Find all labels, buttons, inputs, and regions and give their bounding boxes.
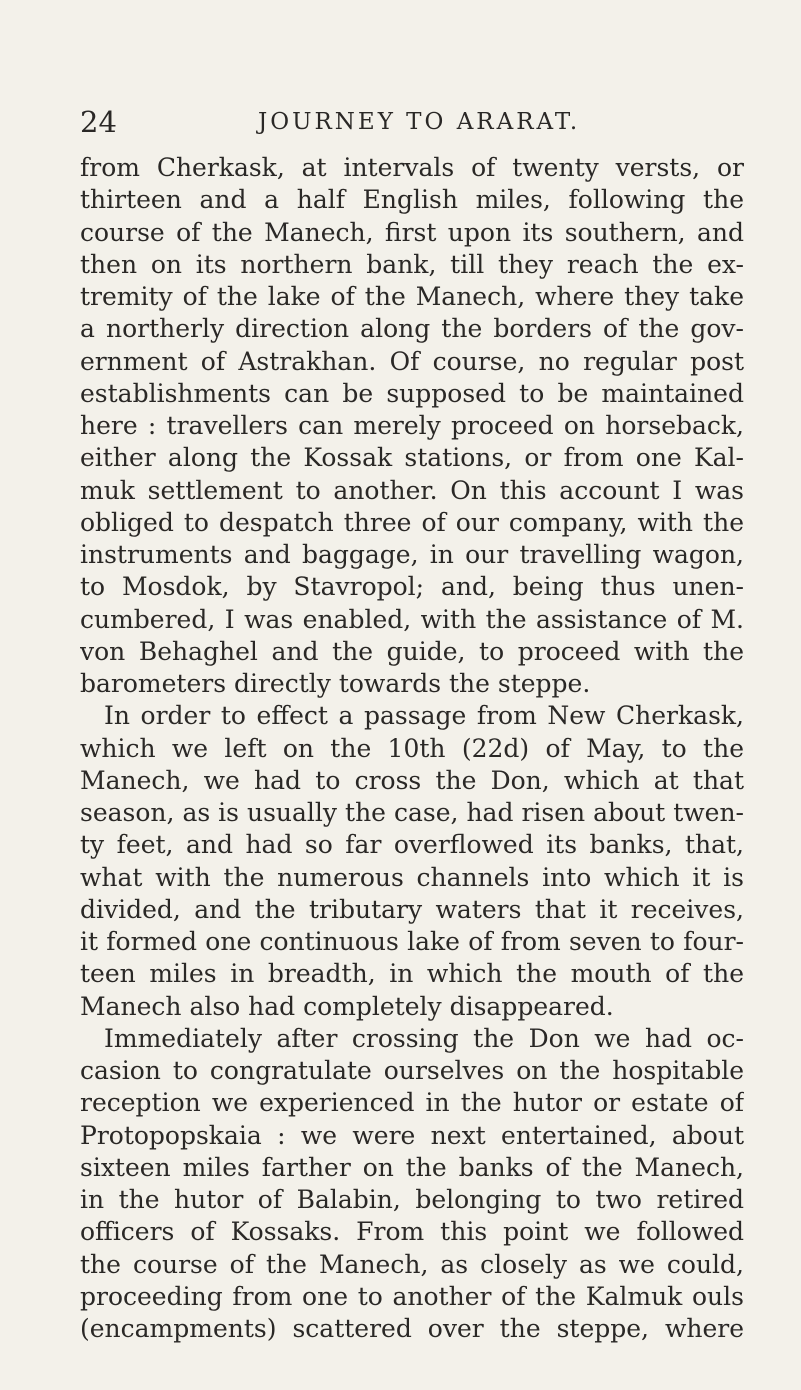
text-line: here : travellers can merely proceed on horseback, [80,411,744,440]
text-line: what with the numerous channels into which it is [80,862,744,892]
text-line: muk settlement to another. On this account I was [80,475,744,505]
text-line: obliged to despatch three of our company, with the [80,507,744,537]
text-line: thirteen and a half English miles, following the [80,185,744,215]
text-line-paragraph-end: Manech also had completely disappeared. [80,991,614,1021]
text-line-paragraph-start: Immediately after crossing the Don we had oc- [104,1023,744,1053]
text-line: cumbered, I was enabled, with the assistance of M. [80,604,744,634]
page-header [80,104,740,140]
text-line: course of the Manech, first upon its southern, and [80,217,744,247]
text-line: then on its northern bank, till they reach the ex- [80,249,744,279]
text-line: Protopopskaia : we were next entertained, about [80,1120,744,1150]
text-line: teen miles in breadth, in which the mouth of the [80,959,744,989]
text-line-paragraph-start: In order to effect a passage from New Cherkask, [104,701,744,731]
text-line: reception we experienced in the hutor or estate of [80,1088,744,1118]
text-line: instruments and baggage, in our travelling wagon, [80,540,744,569]
text-line-paragraph-end: barometers directly towards the steppe. [80,669,591,698]
text-line: from Cherkask, at intervals of twenty versts, or [80,153,744,182]
text-line: which we left on the 10th (22d) of May, to the [80,733,744,763]
text-line: proceeding from one to another of the Kalmuk ouls [80,1281,744,1311]
text-line: ernment of Astrakhan. Of course, no regular post [80,346,744,376]
text-line: sixteen miles farther on the banks of the Manech, [80,1152,744,1182]
text-line: divided, and the tributary waters that it receives, [80,894,744,924]
text-line: either along the Kossak stations, or from one Kal- [80,443,744,473]
text-line: in the hutor of Balabin, belonging to two retired [80,1185,744,1214]
text-line: to Mosdok, by Stavropol; and, being thus unen- [80,572,744,602]
text-line: it formed one continuous lake of from seven to four- [80,927,744,956]
running-head: JOURNEY TO ARARAT. [258,109,581,135]
text-line: (encampments) scattered over the steppe, where [80,1314,744,1343]
text-line: establishments can be supposed to be maintained [80,378,744,408]
text-line: the course of the Manech, as closely as we could, [80,1249,744,1279]
text-line: tremity of the lake of the Manech, where they take [80,282,744,311]
text-line: a northerly direction along the borders of the gov- [80,314,744,344]
text-line: von Behaghel and the guide, to proceed with the [80,636,744,666]
text-line: season, as is usually the case, had risen about twen- [80,798,744,827]
text-line: casion to congratulate ourselves on the hospitable [80,1056,744,1085]
text-line: Manech, we had to cross the Don, which at that [80,765,744,795]
page-number: 24 [80,105,117,139]
text-line: ty feet, and had so far overflowed its banks, that, [80,830,744,860]
body-text [80,152,744,1345]
text-line: officers of Kossaks. From this point we followed [80,1217,744,1247]
